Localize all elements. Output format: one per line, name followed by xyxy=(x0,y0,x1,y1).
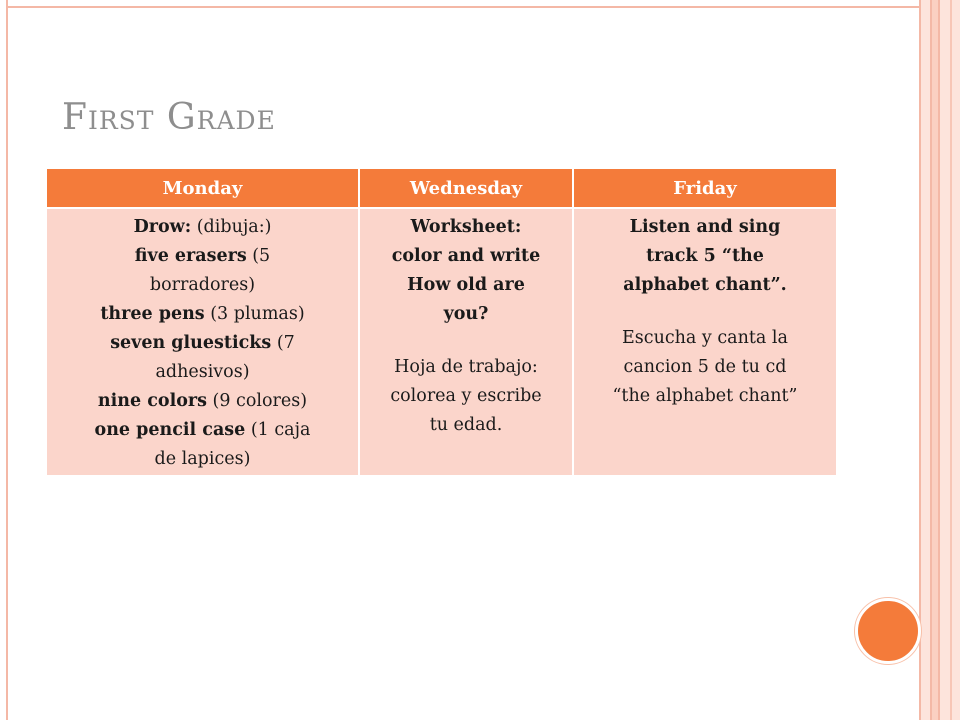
list-item: adhesivos) xyxy=(155,362,250,382)
spacer xyxy=(366,329,566,353)
list-item: Worksheet: xyxy=(410,217,522,237)
list-item: cancion 5 de tu cd xyxy=(623,357,787,377)
schedule-table xyxy=(47,169,836,475)
wednesday-cell xyxy=(359,208,573,475)
list-item: nine colors (9 colores) xyxy=(97,391,308,411)
list-item: tu edad. xyxy=(429,415,503,435)
friday-cell xyxy=(573,208,836,475)
list-item: Escucha y canta la xyxy=(622,328,788,348)
list-item: “the alphabet chant” xyxy=(612,386,798,406)
spacer xyxy=(580,300,830,324)
list-item: color and write xyxy=(391,246,541,266)
list-item: How old are xyxy=(407,275,525,295)
list-item: Listen and sing xyxy=(629,217,781,237)
slide-border-left xyxy=(6,0,8,720)
list-item: de lapices) xyxy=(154,449,251,469)
table-header-row xyxy=(47,169,836,208)
list-item: three pens (3 plumas) xyxy=(100,304,305,324)
header-wednesday: Wednesday xyxy=(359,169,573,208)
list-item: five erasers (5 xyxy=(134,246,271,266)
list-item: seven gluesticks (7 xyxy=(110,333,295,353)
list-item: alphabet chant”. xyxy=(623,275,787,295)
list-item: one pencil case (1 caja xyxy=(94,420,311,440)
header-friday: Friday xyxy=(573,169,836,208)
table-row xyxy=(47,208,836,475)
monday-cell xyxy=(47,208,359,475)
decorative-circle-icon xyxy=(855,598,921,664)
header-monday: Monday xyxy=(47,169,359,208)
list-item: borradores) xyxy=(149,275,256,295)
list-item: Drow: (dibuja:) xyxy=(133,217,272,237)
right-stripe xyxy=(921,0,930,720)
list-item: track 5 “the xyxy=(646,246,764,266)
list-item: colorea y escribe xyxy=(390,386,542,406)
page-title: First Grade xyxy=(62,97,276,138)
slide-border-top xyxy=(8,6,922,8)
right-stripe xyxy=(950,0,952,720)
list-item: you? xyxy=(443,304,489,324)
list-item: Hoja de trabajo: xyxy=(394,357,538,377)
